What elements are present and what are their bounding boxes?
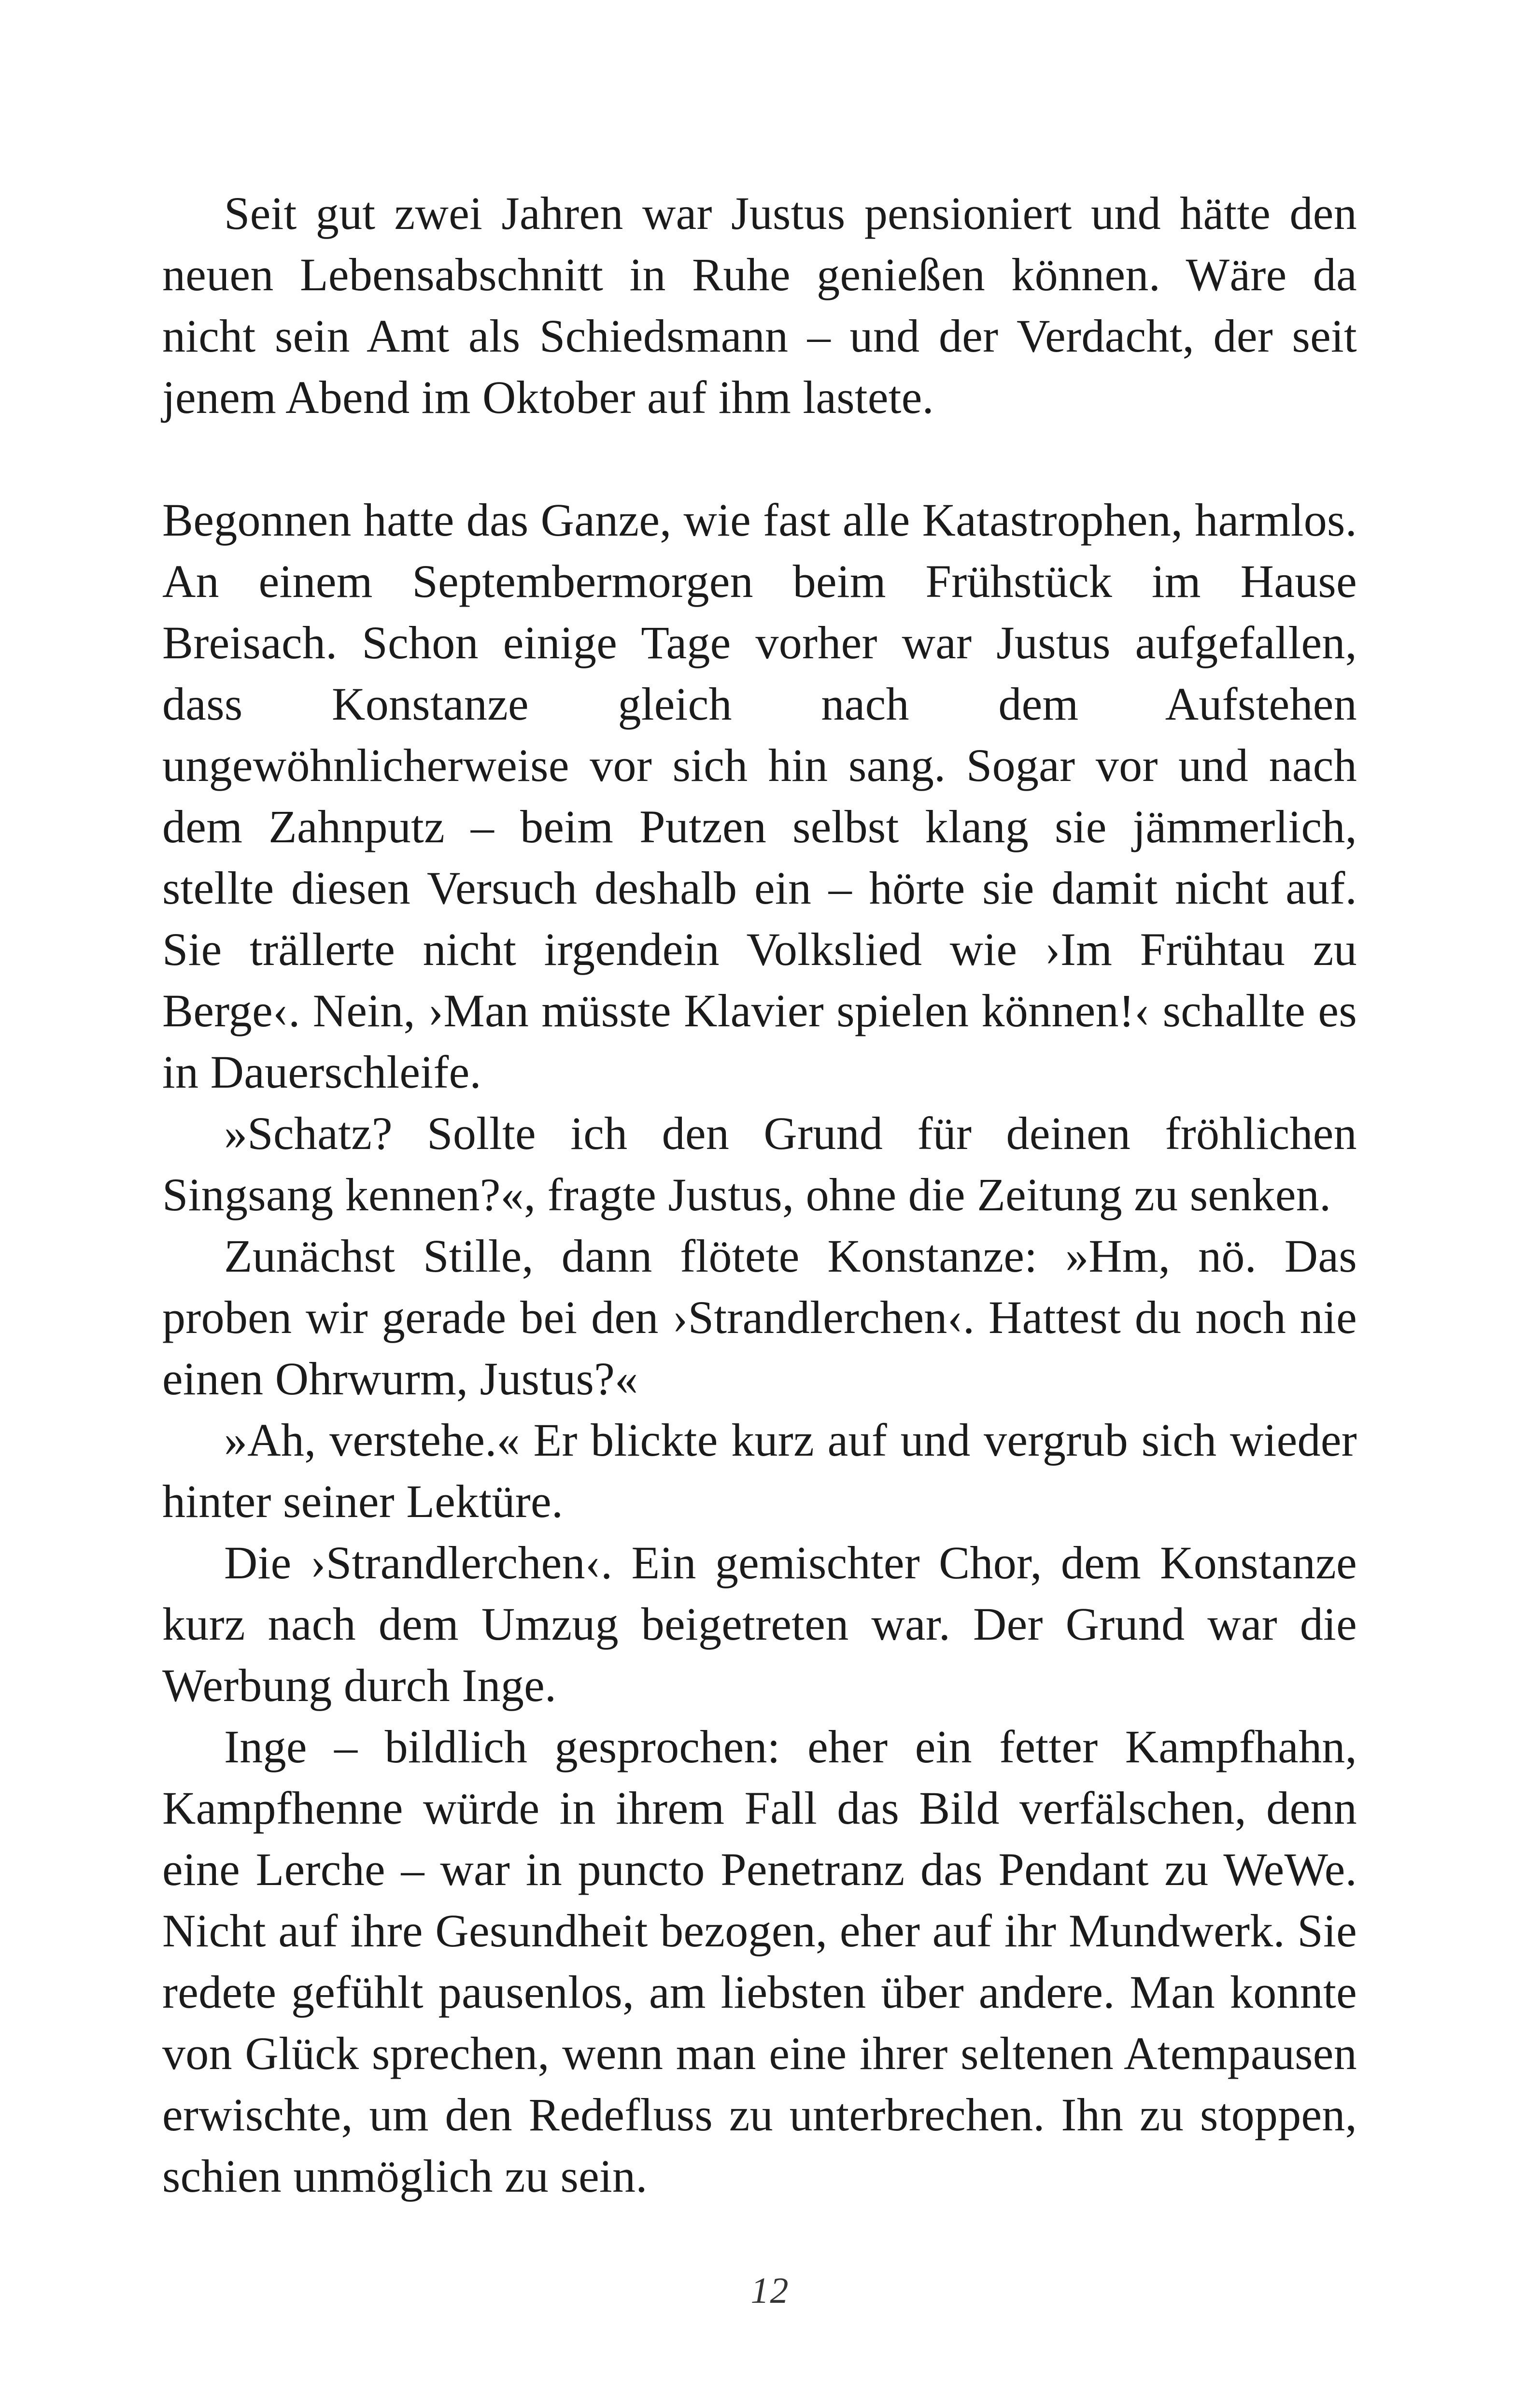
paragraph-3: »Schatz? Sollte ich den Grund für deinen fröhlichen Singsang kennen?«, fragte Justus, ohne die Zeitung zu senken. [162,1107,1357,1220]
paragraph-2: Begonnen hatte das Ganze, wie fast alle Katastrophen, harmlos. An einem Septembermorgen beim Frühstück im Hause Breisach. Schon einige Tage vorher war Justus aufgefallen, dass Konstanze gleich nach dem Aufstehen ungewöhnlicherweise vor sich hin sang. Sogar vor und nach dem Zahnputz – beim Putzen selbst klang sie jämmerlich, stellte diesen Versuch deshalb ein – hörte sie damit nicht auf. Sie trällerte nicht irgendein Volkslied wie ›Im Frühtau zu Berge‹. Nein, ›Man müsste Klavier spielen können!‹ schallte es in Dauerschleife. [162,494,1357,1098]
paragraph-7: Inge – bildlich gesprochen: eher ein fetter Kampfhahn, Kampfhenne würde in ihrem Fall das Bild verfälschen, denn eine Lerche – war in puncto Penetranz das Pendant zu WeWe. Nicht auf ihre Gesundheit bezogen, eher auf ihr Mundwerk. Sie redete gefühlt pausenlos, am liebsten über andere. Man konnte von Glück sprechen, wenn man eine ihrer seltenen Atempausen erwischte, um den Redefluss zu unterbrechen. Ihn zu stoppen, schien unmöglich zu sein. [162,1721,1357,2202]
paragraph-5: »Ah, verstehe.« Er blickte kurz auf und vergrub sich wieder hinter seiner Lektüre. [162,1414,1357,1527]
body-text [162,183,1357,2207]
page-number: 12 [750,2270,790,2311]
paragraph-6: Die ›Strandlerchen‹. Ein gemischter Chor, dem Konstanze kurz nach dem Umzug beigetreten war. Der Grund war die Werbung durch Inge. [162,1537,1357,1711]
paragraph-1: Seit gut zwei Jahren war Justus pensioniert und hätte den neuen Lebensabschnitt in Ruhe genießen können. Wäre da nicht sein Amt als Schiedsmann – und der Verdacht, der seit jenem Abend im Oktober auf ihm lastete. [162,187,1357,423]
paragraph-4: Zunächst Stille, dann flötete Konstanze: »Hm, nö. Das proben wir gerade bei den ›Strandlerchen‹. Hattest du noch nie einen Ohrwurm, Justus?« [162,1230,1357,1404]
